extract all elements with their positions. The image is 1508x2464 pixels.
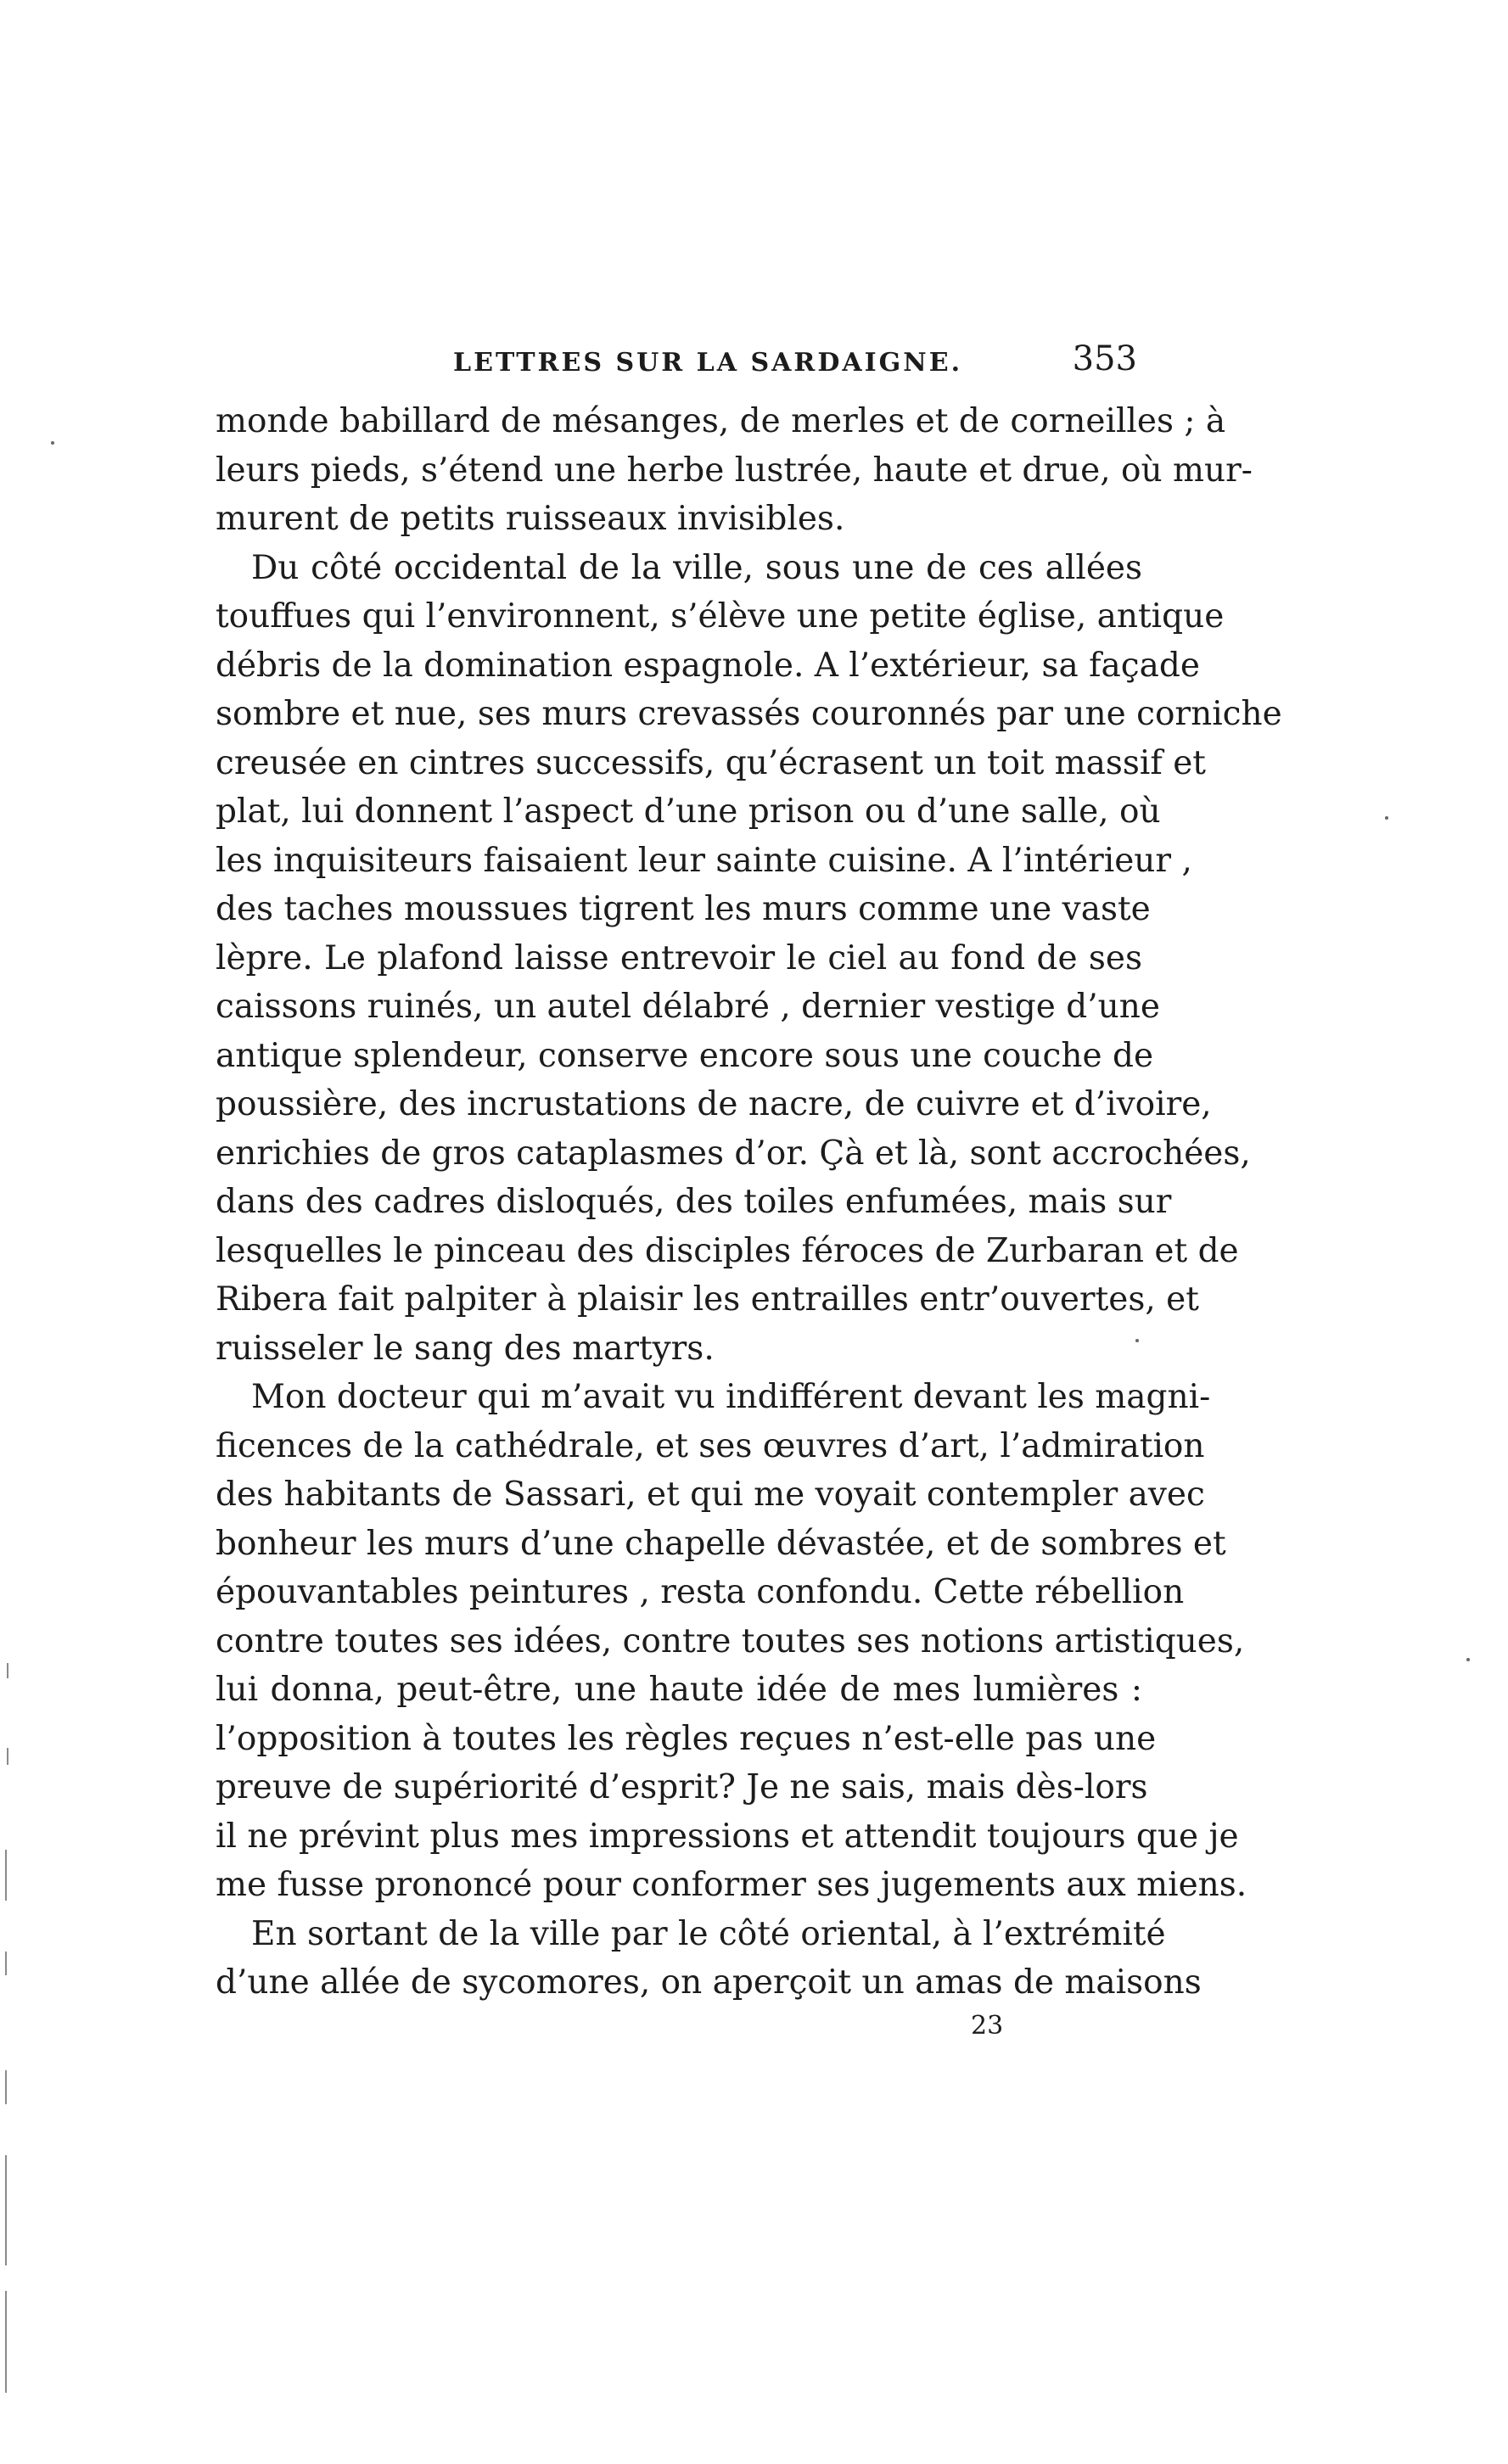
text-line: preuve de supériorité d’esprit? Je ne sais, mais dès-lors bbox=[216, 1768, 1148, 1806]
text-line: leurs pieds, s’étend une herbe lustrée, haute et drue, où mur- bbox=[216, 451, 1253, 490]
text-line: enrichies de gros cataplasmes d’or. Çà et là, sont accrochées, bbox=[216, 1134, 1251, 1173]
scan-artifact bbox=[7, 1663, 8, 1678]
text-line: épouvantables peintures , resta confondu. Cette rébellion bbox=[216, 1573, 1185, 1611]
text-line: touffues qui l’environnent, s’élève une petite église, antique bbox=[216, 597, 1225, 636]
text-line: Du côté occidental de la ville, sous une de ces allées bbox=[251, 548, 1142, 587]
scan-artifact bbox=[1385, 816, 1388, 820]
text-line: lesquelles le pinceau des disciples féroces de Zurbaran et de bbox=[216, 1231, 1239, 1270]
text-line: plat, lui donnent l’aspect d’une prison ou d’une salle, où bbox=[216, 792, 1161, 831]
text-line: l’opposition à toutes les règles reçues n’est-elle pas une bbox=[216, 1719, 1157, 1758]
page-number: 353 bbox=[1072, 339, 1137, 378]
scan-artifact bbox=[1135, 1339, 1139, 1342]
text-line: contre toutes ses idées, contre toutes ses notions artistiques, bbox=[216, 1621, 1245, 1660]
text-line: dans des cadres disloqués, des toiles enfumées, mais sur bbox=[216, 1183, 1172, 1221]
text-line: me fusse prononcé pour conformer ses jugements aux miens. bbox=[216, 1866, 1247, 1904]
scan-artifact bbox=[5, 2070, 7, 2104]
running-title: LETTRES SUR LA SARDAIGNE. bbox=[453, 348, 963, 378]
text-line: monde babillard de mésanges, de merles et de corneilles ; à bbox=[216, 402, 1226, 440]
text-line: ruisseler le sang des martyrs. bbox=[216, 1329, 715, 1368]
running-head bbox=[216, 339, 1142, 390]
scan-artifact bbox=[5, 2155, 7, 2265]
text-line: antique splendeur, conserve encore sous une couche de bbox=[216, 1036, 1154, 1075]
scan-artifact bbox=[5, 2291, 7, 2393]
scan-artifact bbox=[51, 441, 54, 445]
text-line: débris de la domination espagnole. A l’extérieur, sa façade bbox=[216, 646, 1200, 685]
text-line: des taches moussues tigrent les murs comme une vaste bbox=[216, 890, 1151, 928]
text-line: lui donna, peut-être, une haute idée de mes lumières : bbox=[216, 1671, 1142, 1709]
signature-mark: 23 bbox=[971, 2011, 1004, 2041]
scan-artifact bbox=[1466, 1658, 1470, 1661]
scan-artifact bbox=[7, 1748, 8, 1765]
text-line: ficences de la cathédrale, et ses œuvres d’art, l’admiration bbox=[216, 1426, 1205, 1465]
scan-artifact bbox=[5, 1952, 7, 1975]
text-line: Mon docteur qui m’avait vu indifférent devant les magni- bbox=[251, 1378, 1211, 1416]
text-line: lèpre. Le plafond laisse entrevoir le ciel au fond de ses bbox=[216, 938, 1142, 977]
text-line: bonheur les murs d’une chapelle dévastée, et de sombres et bbox=[216, 1524, 1226, 1563]
text-line: murent de petits ruisseaux invisibles. bbox=[216, 500, 845, 538]
text-line: les inquisiteurs faisaient leur sainte cuisine. A l’intérieur , bbox=[216, 841, 1192, 880]
text-line: sombre et nue, ses murs crevassés couronnés par une corniche bbox=[216, 695, 1282, 733]
text-line: caissons ruinés, un autel délabré , dernier vestige d’une bbox=[216, 988, 1160, 1026]
text-line: d’une allée de sycomores, on aperçoit un amas de maisons bbox=[216, 1963, 1202, 2002]
text-line: Ribera fait palpiter à plaisir les entrailles entr’ouvertes, et bbox=[216, 1280, 1199, 1319]
scan-artifact bbox=[5, 1850, 7, 1901]
body-text bbox=[216, 397, 1282, 2008]
text-line: creusée en cintres successifs, qu’écrasent un toit massif et bbox=[216, 743, 1206, 782]
text-line: il ne prévint plus mes impressions et attendit toujours que je bbox=[216, 1817, 1239, 1856]
text-line: des habitants de Sassari, et qui me voyait contempler avec bbox=[216, 1476, 1205, 1514]
text-line: En sortant de la ville par le côté oriental, à l’extrémité bbox=[251, 1914, 1166, 1953]
text-line: poussière, des incrustations de nacre, de cuivre et d’ivoire, bbox=[216, 1085, 1212, 1123]
